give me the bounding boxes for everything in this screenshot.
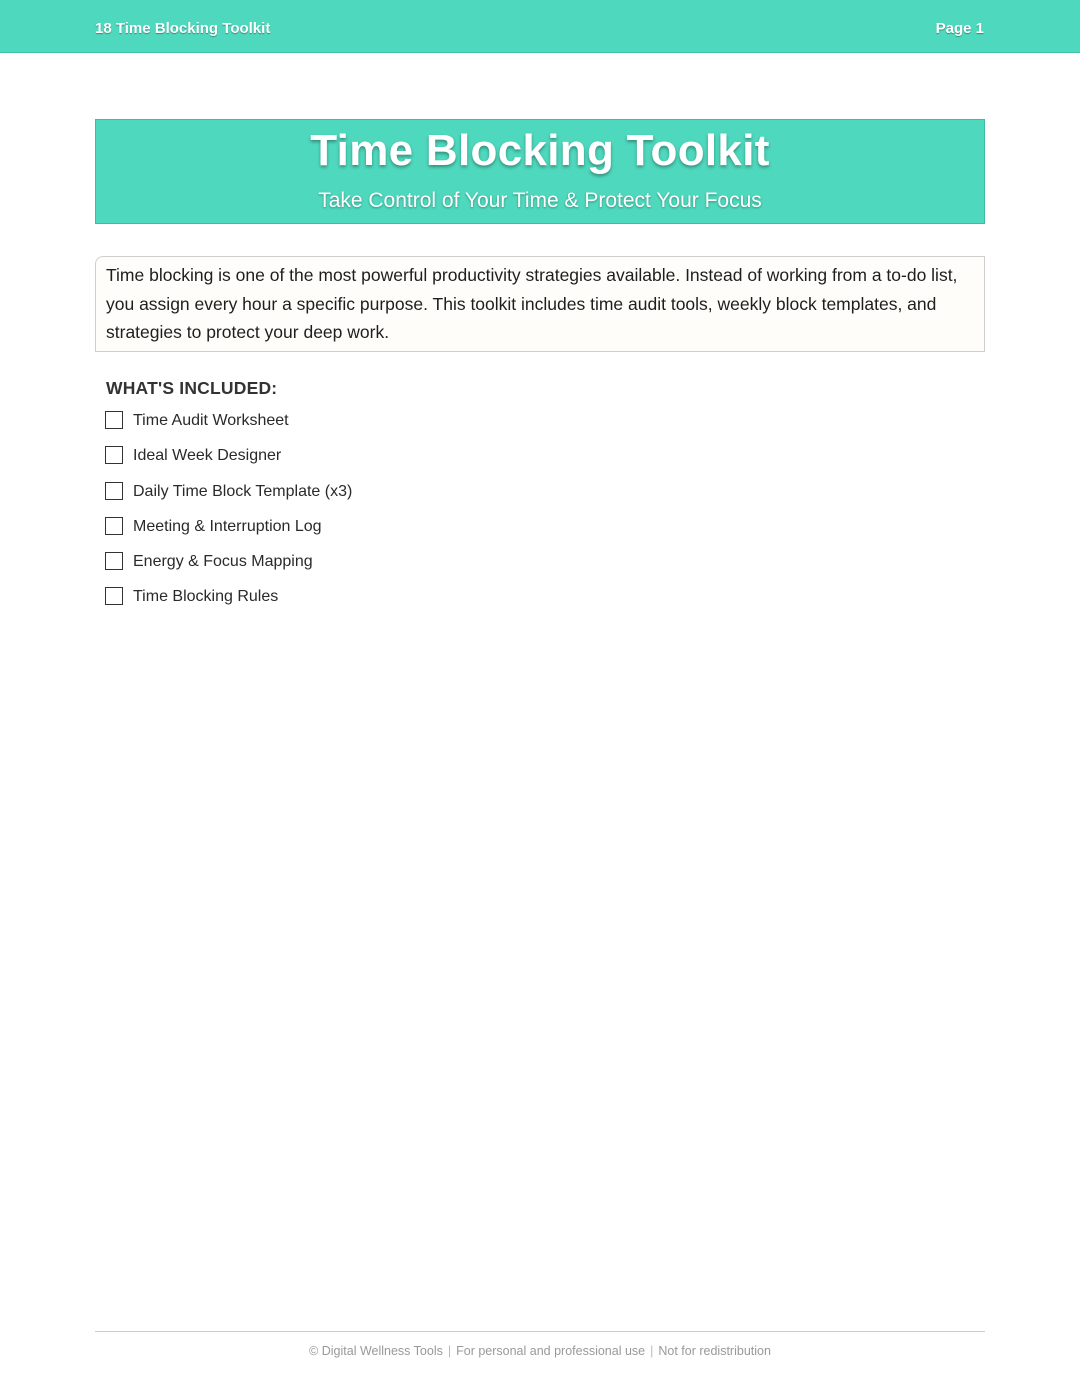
checklist-item-label: Energy & Focus Mapping (133, 553, 313, 571)
checklist-item (105, 410, 352, 445)
document-name: 18 Time Blocking Toolkit (95, 20, 271, 37)
footer-separator: | (650, 1344, 654, 1358)
checklist-item-label: Time Audit Worksheet (133, 412, 289, 429)
checklist-item-label: Meeting & Interruption Log (133, 517, 322, 535)
checklist-item (105, 586, 352, 621)
page-subtitle: Take Control of Your Time & Protect Your Focus (318, 189, 762, 212)
page-footer (0, 1344, 1080, 1358)
checklist-item-label: Ideal Week Designer (133, 447, 282, 465)
footer-usage: For personal and professional use (456, 1344, 646, 1358)
intro-text: Time blocking is one of the most powerful productivity strategies available. Instead of working from a to-do list, you assign every hour a specific purpose. This toolkit includes time audit tools, weekly block templates, and strategies to protect your deep work. (106, 265, 958, 342)
checklist-item (105, 551, 352, 586)
checklist-item (105, 516, 352, 551)
checkbox[interactable] (105, 411, 123, 429)
included-checklist (105, 410, 352, 622)
checkbox[interactable] (105, 587, 123, 605)
checkbox[interactable] (105, 446, 123, 464)
footer-copyright: © Digital Wellness Tools (309, 1344, 443, 1358)
page-number: Page 1 (935, 20, 984, 37)
checkbox[interactable] (105, 552, 123, 570)
checkbox[interactable] (105, 517, 123, 535)
included-heading: WHAT'S INCLUDED: (106, 378, 278, 398)
checklist-item (105, 445, 352, 480)
intro-box (95, 256, 985, 352)
checklist-item (105, 481, 352, 516)
title-banner (95, 119, 985, 224)
footer-restriction: Not for redistribution (658, 1344, 771, 1358)
footer-divider (95, 1331, 985, 1332)
checklist-item-label: Daily Time Block Template (x3) (133, 482, 353, 500)
checkbox[interactable] (105, 482, 123, 500)
footer-separator: | (447, 1344, 452, 1358)
page-title: Time Blocking Toolkit (310, 126, 770, 175)
page-header-bar (0, 0, 1080, 53)
checklist-item-label: Time Blocking Rules (133, 588, 279, 606)
